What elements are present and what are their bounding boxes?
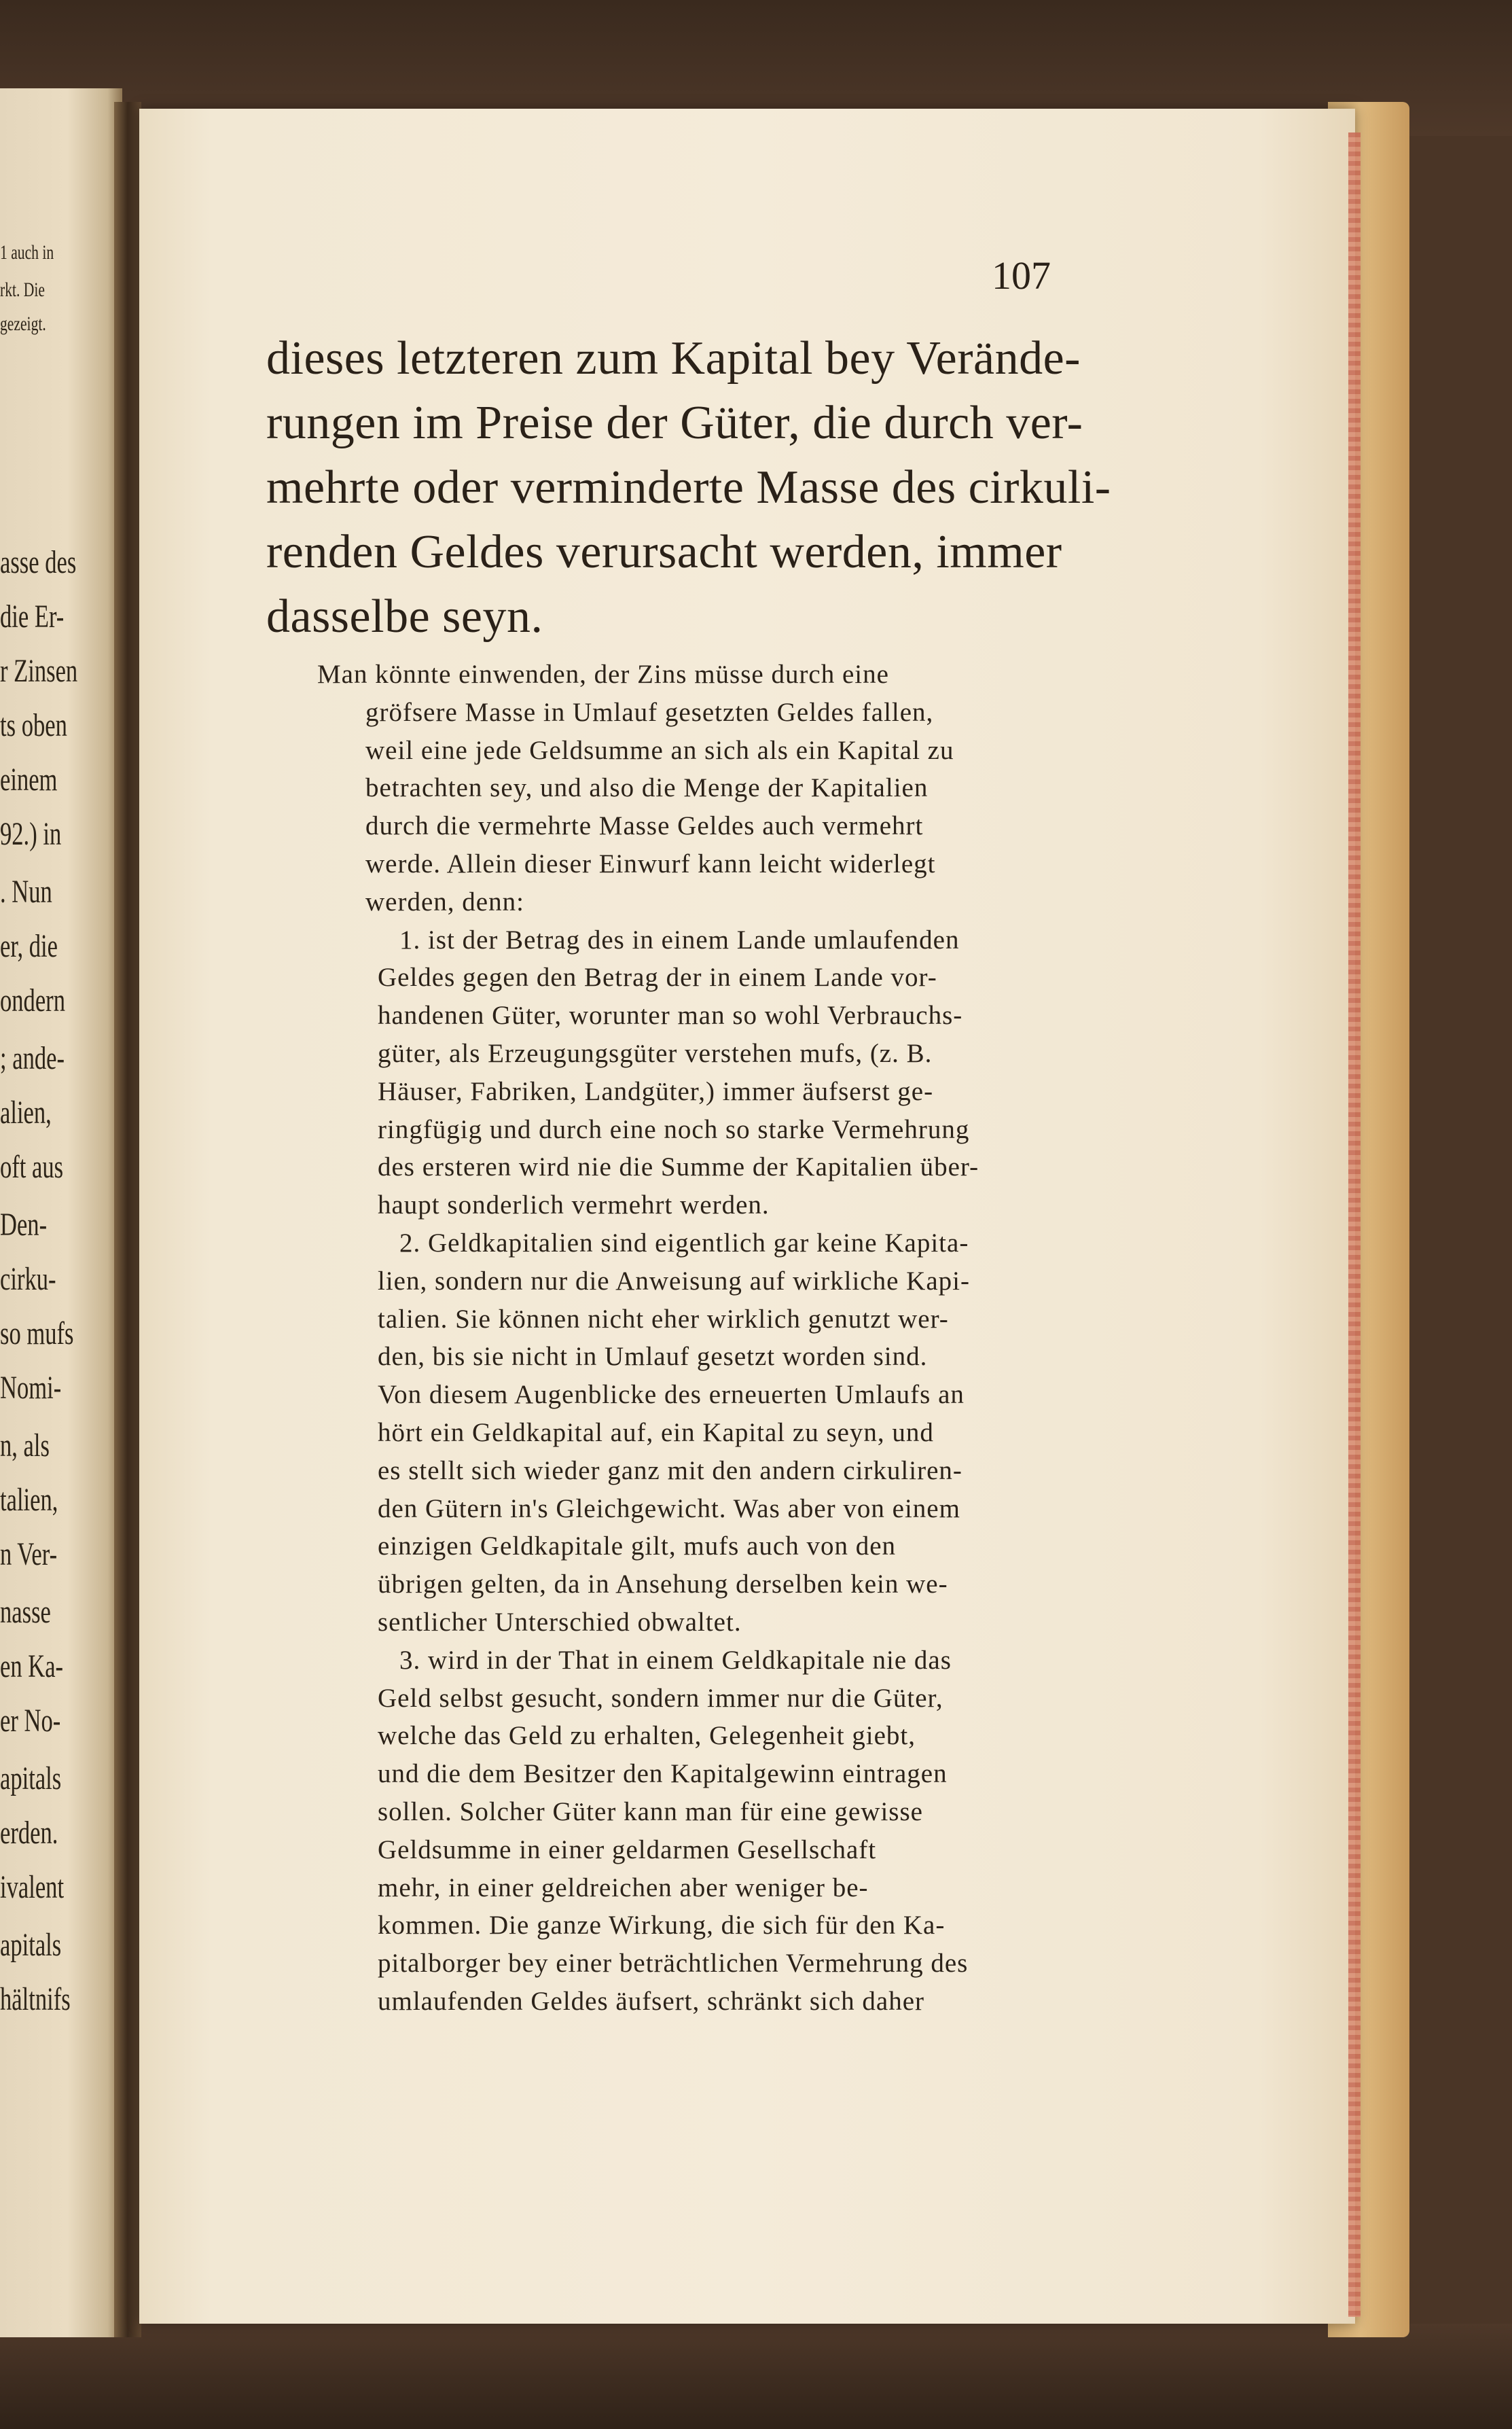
- text-line: ringfügig und durch eine noch so starke Vermehrung: [378, 1114, 970, 1144]
- left-page-fragment: er, die: [0, 928, 58, 964]
- left-page-fragment: n Ver-: [0, 1536, 58, 1572]
- point-1-paragraph: [319, 921, 1106, 1224]
- intro-line: dieses letzteren zum Kapital bey Verände-: [266, 332, 1081, 385]
- text-line: des ersteren wird nie die Summe der Kapitalien über-: [378, 1152, 979, 1182]
- text-line: hört ein Geldkapital auf, ein Kapital zu seyn, und: [378, 1417, 934, 1447]
- text-line: und die dem Besitzer den Kapitalgewinn eintragen: [378, 1759, 948, 1789]
- left-page-fragment: ; ande-: [0, 1040, 65, 1076]
- left-page-fragment: asse des: [0, 544, 77, 580]
- text-line: umlaufenden Geldes äufsert, schränkt sich daher: [378, 1986, 925, 2016]
- text-line: den Gütern in's Gleichgewicht. Was aber von einem: [378, 1493, 960, 1523]
- left-page-fragment: 92.) in: [0, 816, 62, 852]
- left-page-fragment: en Ka-: [0, 1648, 64, 1684]
- text-line: talien. Sie können nicht eher wirklich genutzt wer-: [378, 1304, 949, 1334]
- text-line: kommen. Die ganze Wirkung, die sich für den Ka-: [378, 1911, 946, 1940]
- text-line: haupt sonderlich vermehrt werden.: [378, 1190, 770, 1220]
- left-page-fragment: ondern: [0, 982, 65, 1018]
- text-line: werden, denn:: [365, 887, 524, 917]
- left-page-fragment: apitals: [0, 1927, 62, 1963]
- text-line: sentlicher Unterschied obwaltet.: [378, 1607, 742, 1637]
- body-text: [319, 656, 1106, 2021]
- text-line: werde. Allein dieser Einwurf kann leicht widerlegt: [365, 849, 936, 879]
- page-edge-red: [1348, 132, 1361, 2317]
- left-page-fragment: so mufs: [0, 1315, 74, 1351]
- left-page-fragment: nasse: [0, 1594, 51, 1630]
- left-page-fragment: 1 auch in: [0, 241, 54, 264]
- text-line: weil eine jede Geldsumme an sich als ein Kapital zu: [365, 735, 954, 765]
- text-line: handenen Güter, worunter man so wohl Verbrauchs-: [378, 1001, 963, 1031]
- left-page-fragment: r Zinsen: [0, 653, 78, 689]
- text-line: Man könnte einwenden, der Zins müsse durch eine: [317, 660, 889, 689]
- text-line: einzigen Geldkapitale gilt, mufs auch von den: [378, 1531, 897, 1561]
- left-page-fragment: cirku-: [0, 1261, 56, 1297]
- text-line: gröfsere Masse in Umlauf gesetzten Geldes fallen,: [365, 697, 934, 727]
- left-page-fragment: talien,: [0, 1482, 58, 1518]
- text-line: 1. ist der Betrag des in einem Lande umlaufenden: [399, 925, 960, 955]
- intro-line: dasselbe seyn.: [266, 590, 543, 643]
- left-page-fragment: oft aus: [0, 1149, 64, 1185]
- left-page-fragment: ts oben: [0, 707, 67, 743]
- page-number: 107: [992, 253, 1051, 298]
- left-page-fragment: erden.: [0, 1815, 58, 1851]
- text-line: Von diesem Augenblicke des erneuerten Umlaufs an: [378, 1380, 965, 1410]
- text-line: 3. wird in der That in einem Geldkapitale nie das: [399, 1645, 952, 1675]
- text-line: 2. Geldkapitalien sind eigentlich gar keine Kapita-: [399, 1228, 969, 1258]
- point-2-paragraph: [319, 1224, 1106, 1642]
- left-page-fragment: einem: [0, 762, 58, 798]
- book-gutter: [114, 102, 141, 2337]
- left-page-fragment: hältnifs: [0, 1981, 71, 2017]
- left-page-fragment: n, als: [0, 1428, 50, 1464]
- intro-paragraph: [266, 326, 1130, 649]
- text-line: güter, als Erzeugungsgüter verstehen mufs, (z. B.: [378, 1038, 933, 1068]
- text-line: Geld selbst gesucht, sondern immer nur die Güter,: [378, 1683, 943, 1713]
- left-page-fragment: Nomi-: [0, 1370, 62, 1406]
- intro-line: rungen im Preise der Güter, die durch ver-: [266, 397, 1083, 449]
- left-page-fragment: gezeigt.: [0, 313, 46, 335]
- left-page-fragment: ivalent: [0, 1869, 65, 1905]
- text-line: sollen. Solcher Güter kann man für eine gewisse: [378, 1796, 923, 1826]
- text-line: Häuser, Fabriken, Landgüter,) immer äufserst ge-: [378, 1076, 934, 1106]
- left-page-fragment: alien,: [0, 1095, 52, 1131]
- text-line: mehr, in einer geldreichen aber weniger be-: [378, 1873, 869, 1902]
- text-line: welche das Geld zu erhalten, Gelegenheit giebt,: [378, 1721, 916, 1751]
- previous-page-edge: [0, 88, 122, 2337]
- text-line: Geldsumme in einer geldarmen Gesellschaft: [378, 1834, 877, 1864]
- text-line: pitalborger bey einer beträchtlichen Vermehrung des: [378, 1949, 969, 1979]
- text-line: den, bis sie nicht in Umlauf gesetzt worden sind.: [378, 1342, 928, 1372]
- left-page-fragment: er No-: [0, 1703, 61, 1739]
- left-page-fragment: die Er-: [0, 599, 65, 635]
- text-line: Geldes gegen den Betrag der in einem Lande vor-: [378, 963, 937, 993]
- intro-line: mehrte oder verminderte Masse des cirkuli-: [266, 461, 1111, 514]
- objection-paragraph: [319, 656, 1106, 921]
- left-page-fragment: apitals: [0, 1760, 62, 1796]
- intro-line: renden Geldes verursacht werden, immer: [266, 526, 1062, 578]
- left-page-fragment: Den-: [0, 1207, 48, 1243]
- left-page-fragment: . Nun: [0, 874, 52, 910]
- text-line: es stellt sich wieder ganz mit den andern cirkuliren-: [378, 1455, 962, 1485]
- text-line: durch die vermehrte Masse Geldes auch vermehrt: [365, 811, 924, 841]
- background-bottom: [0, 2324, 1512, 2429]
- text-line: lien, sondern nur die Anweisung auf wirkliche Kapi-: [378, 1266, 970, 1296]
- left-page-fragment: rkt. Die: [0, 279, 45, 301]
- text-line: übrigen gelten, da in Ansehung derselben kein we-: [378, 1570, 948, 1599]
- point-3-paragraph: [319, 1642, 1106, 2021]
- text-line: betrachten sey, und also die Menge der Kapitalien: [365, 773, 929, 803]
